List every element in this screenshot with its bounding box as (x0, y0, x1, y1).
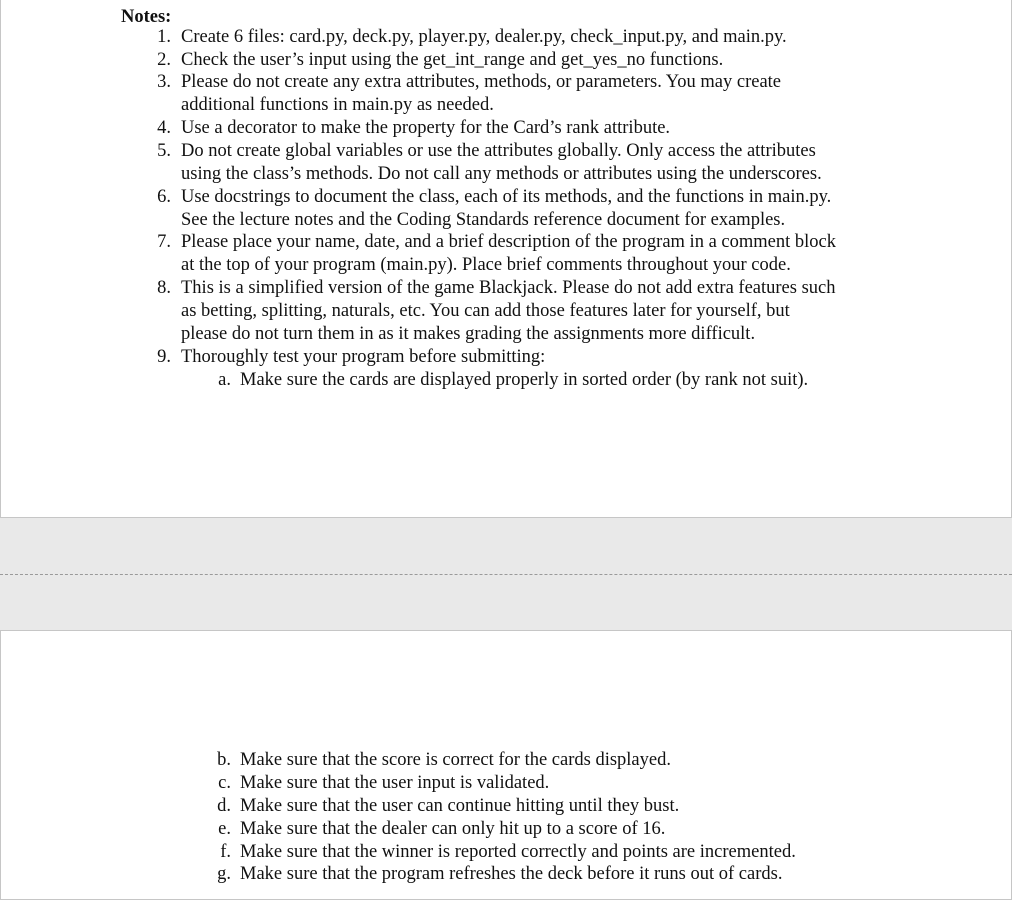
note-8-line-3: please do not turn them in as it makes grading the assignments more difficult. (181, 324, 756, 344)
list-marker-3: 3. (157, 72, 171, 92)
list-marker-7: 7. (157, 232, 171, 252)
note-9-line-1: Thoroughly test your program before submitting: (181, 347, 546, 367)
sub-marker-a: a. (218, 370, 231, 390)
note-8-line-1: This is a simplified version of the game Blackjack. Please do not add extra features such (181, 278, 836, 298)
sub-marker-c: c. (218, 773, 231, 793)
sub-marker-b: b. (217, 750, 231, 770)
sub-item-d: Make sure that the user can continue hitting until they bust. (240, 796, 680, 816)
list-marker-9: 9. (157, 347, 171, 367)
note-3-line-1: Please do not create any extra attributes, methods, or parameters. You may create (181, 72, 782, 92)
document-page-2 (0, 630, 1012, 900)
list-marker-6: 6. (157, 187, 171, 207)
note-5-line-1: Do not create global variables or use the attributes globally. Only access the attributes (181, 141, 816, 161)
note-3-line-2: additional functions in main.py as needed. (181, 95, 494, 115)
sub-item-f: Make sure that the winner is reported correctly and points are incremented. (240, 842, 796, 862)
note-8-line-2: as betting, splitting, naturals, etc. You can add those features later for yourself, but (181, 301, 790, 321)
sub-marker-g: g. (217, 864, 231, 884)
list-marker-8: 8. (157, 278, 171, 298)
notes-heading: Notes: (121, 7, 172, 27)
list-marker-4: 4. (157, 118, 171, 138)
list-marker-1: 1. (157, 27, 171, 47)
note-4-line-1: Use a decorator to make the property for the Card’s rank attribute. (181, 118, 671, 138)
note-7-line-1: Please place your name, date, and a brief description of the program in a comment block (181, 232, 836, 252)
note-6-line-1: Use docstrings to document the class, each of its methods, and the functions in main.py. (181, 187, 832, 207)
sub-marker-f: f. (220, 842, 231, 862)
note-7-line-2: at the top of your program (main.py). Place brief comments throughout your code. (181, 255, 791, 275)
sub-marker-e: e. (218, 819, 231, 839)
sub-item-a: Make sure the cards are displayed properly in sorted order (by rank not suit). (240, 370, 809, 390)
note-1-line-1: Create 6 files: card.py, deck.py, player.py, dealer.py, check_input.py, and main.py. (181, 27, 787, 47)
note-5-line-2: using the class’s methods. Do not call any methods or attributes using the underscores. (181, 164, 822, 184)
list-marker-2: 2. (157, 50, 171, 70)
note-2-line-1: Check the user’s input using the get_int_range and get_yes_no functions. (181, 50, 724, 70)
note-6-line-2: See the lecture notes and the Coding Standards reference document for examples. (181, 210, 786, 230)
sub-marker-d: d. (217, 796, 231, 816)
sub-item-b: Make sure that the score is correct for the cards displayed. (240, 750, 671, 770)
page-break-divider (0, 574, 1012, 575)
sub-item-g: Make sure that the program refreshes the deck before it runs out of cards. (240, 864, 783, 884)
sub-item-e: Make sure that the dealer can only hit up to a score of 16. (240, 819, 666, 839)
sub-item-c: Make sure that the user input is validated. (240, 773, 550, 793)
list-marker-5: 5. (157, 141, 171, 161)
